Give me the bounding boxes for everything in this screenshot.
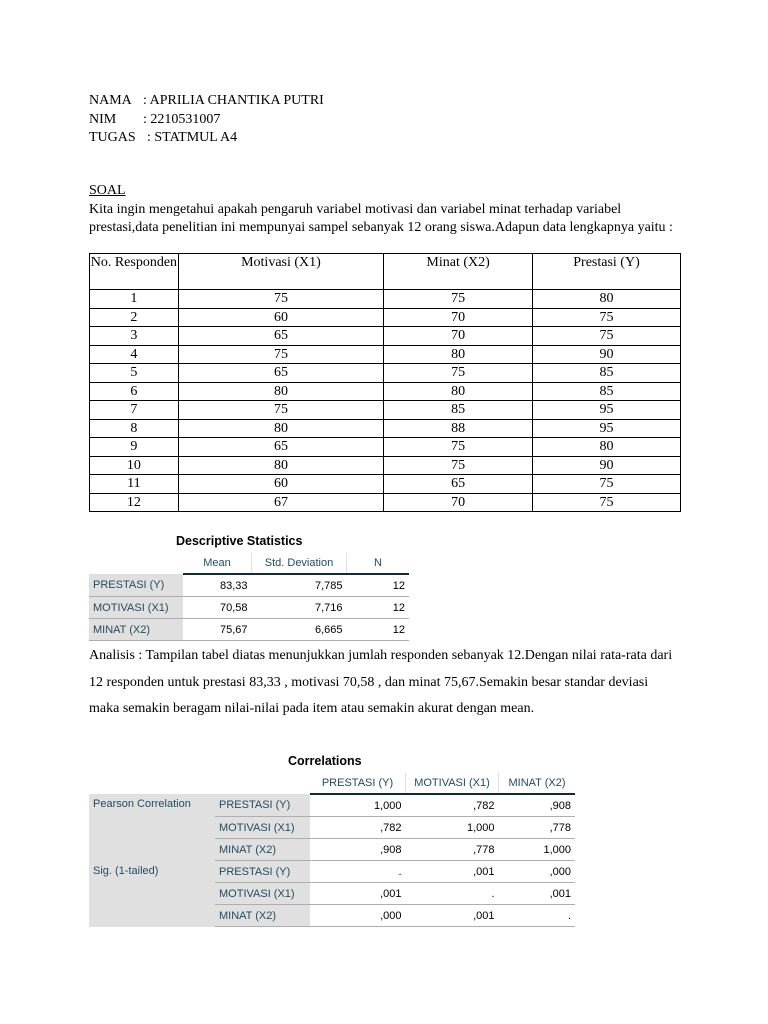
- table-cell: 3: [90, 327, 179, 346]
- table-cell: 60: [178, 308, 383, 327]
- table-cell: 75: [533, 308, 681, 327]
- corr-row-label: MINAT (X2): [215, 905, 310, 927]
- table-cell: 65: [178, 327, 383, 346]
- desc-sd-value: 6,665: [252, 619, 347, 641]
- desc-row: [89, 574, 409, 597]
- table-cell: 67: [178, 493, 383, 512]
- desc-mean-value: 83,33: [183, 574, 252, 597]
- corr-value: ,001: [406, 905, 499, 927]
- corr-group-label: Sig. (1-tailed): [89, 861, 215, 927]
- table-row: [90, 382, 681, 401]
- table-cell: 90: [533, 345, 681, 364]
- corr-value: ,001: [499, 883, 576, 905]
- table-cell: 70: [384, 327, 533, 346]
- desc-row-label: MINAT (X2): [89, 619, 183, 641]
- descriptive-title: Descriptive Statistics: [176, 534, 303, 548]
- table-cell: 1: [90, 290, 179, 309]
- table-cell: 80: [178, 382, 383, 401]
- table-cell: 5: [90, 364, 179, 383]
- table-row: [90, 493, 681, 512]
- corr-row-label: PRESTASI (Y): [215, 794, 310, 817]
- desc-row: [89, 597, 409, 619]
- corr-corner-1: [89, 773, 215, 794]
- corr-row-label: MOTIVASI (X1): [215, 883, 310, 905]
- table-cell: 88: [384, 419, 533, 438]
- desc-mean-value: 70,58: [183, 597, 252, 619]
- table-cell: 95: [533, 419, 681, 438]
- nama-line: [89, 92, 324, 111]
- descriptive-table: [89, 553, 409, 641]
- table-cell: 9: [90, 438, 179, 457]
- corr-value: .: [310, 861, 406, 883]
- table-cell: 75: [384, 456, 533, 475]
- desc-n-value: 12: [347, 574, 410, 597]
- table-cell: 70: [384, 493, 533, 512]
- col-no-responden: No. Responden: [90, 254, 179, 290]
- table-row: [90, 308, 681, 327]
- desc-col-mean: Mean: [183, 553, 252, 574]
- corr-value: 1,000: [310, 794, 406, 817]
- desc-n-value: 12: [347, 619, 410, 641]
- desc-sd-value: 7,716: [252, 597, 347, 619]
- table-cell: 85: [384, 401, 533, 420]
- table-cell: 4: [90, 345, 179, 364]
- desc-row-label: MOTIVASI (X1): [89, 597, 183, 619]
- corr-col-minat: MINAT (X2): [499, 773, 576, 794]
- corr-value: ,000: [310, 905, 406, 927]
- corr-value: ,908: [499, 794, 576, 817]
- table-cell: 6: [90, 382, 179, 401]
- table-cell: 75: [384, 438, 533, 457]
- desc-sd-value: 7,785: [252, 574, 347, 597]
- table-cell: 75: [178, 345, 383, 364]
- table-cell: 80: [384, 345, 533, 364]
- corr-value: 1,000: [499, 839, 576, 861]
- table-row: [90, 290, 681, 309]
- table-cell: 80: [533, 290, 681, 309]
- data-table-header: [90, 254, 681, 290]
- soal-title: SOAL: [89, 183, 126, 198]
- corr-value: ,001: [310, 883, 406, 905]
- corr-value: ,782: [406, 794, 499, 817]
- table-cell: 75: [384, 364, 533, 383]
- table-cell: 60: [178, 475, 383, 494]
- corr-col-prestasi: PRESTASI (Y): [310, 773, 406, 794]
- table-cell: 90: [533, 456, 681, 475]
- col-minat: Minat (X2): [384, 254, 533, 290]
- table-row: [90, 419, 681, 438]
- table-cell: 80: [178, 419, 383, 438]
- correlations-table: [89, 773, 575, 927]
- desc-mean-value: 75,67: [183, 619, 252, 641]
- desc-col-sd: Std. Deviation: [252, 553, 347, 574]
- corr-value: ,778: [406, 839, 499, 861]
- col-motivasi: Motivasi (X1): [178, 254, 383, 290]
- student-info: [89, 92, 324, 148]
- desc-corner: [89, 553, 183, 574]
- soal-section: [89, 182, 681, 238]
- corr-row: [89, 861, 575, 883]
- table-cell: 75: [178, 401, 383, 420]
- table-cell: 2: [90, 308, 179, 327]
- table-cell: 65: [384, 475, 533, 494]
- table-cell: 10: [90, 456, 179, 475]
- nama-label: NAMA: [89, 93, 132, 108]
- corr-value: .: [499, 905, 576, 927]
- nim-line: [89, 111, 324, 130]
- corr-corner-2: [215, 773, 310, 794]
- table-row: [90, 401, 681, 420]
- desc-row: [89, 619, 409, 641]
- table-cell: 80: [178, 456, 383, 475]
- nim-label: NIM: [89, 111, 117, 127]
- table-cell: 7: [90, 401, 179, 420]
- table-cell: 75: [533, 327, 681, 346]
- desc-col-n: N: [347, 553, 410, 574]
- corr-row-label: MINAT (X2): [215, 839, 310, 861]
- table-row: [90, 438, 681, 457]
- corr-row-label: MOTIVASI (X1): [215, 817, 310, 839]
- table-cell: 65: [178, 364, 383, 383]
- table-row: [90, 456, 681, 475]
- table-row: [90, 327, 681, 346]
- table-cell: 85: [533, 382, 681, 401]
- corr-row-label: PRESTASI (Y): [215, 861, 310, 883]
- tugas-value: : STATMUL A4: [147, 130, 238, 145]
- table-row: [90, 364, 681, 383]
- soal-text: Kita ingin mengetahui apakah pengaruh variabel motivasi dan variabel minat terhadap variabel prestasi,data penelitian ini mempunyai sampel sebanyak 12 orang siswa.Adapun data lengkapnya yaitu :: [89, 201, 673, 235]
- nama-value: : APRILIA CHANTIKA PUTRI: [143, 93, 324, 108]
- table-cell: 11: [90, 475, 179, 494]
- desc-n-value: 12: [347, 597, 410, 619]
- table-cell: 12: [90, 493, 179, 512]
- tugas-line: [89, 129, 324, 148]
- correlations-title: Correlations: [288, 754, 362, 768]
- corr-value: ,782: [310, 817, 406, 839]
- corr-value: .: [406, 883, 499, 905]
- analisis-text: Analisis : Tampilan tabel diatas menunjukkan jumlah responden sebanyak 12.Dengan nilai rata-rata dari 12 responden untuk prestasi 83,33 , motivasi 70,58 , dan minat 75,67.Semakin besar standar deviasi maka semakin beragam nilai-nilai pada item atau semakin akurat dengan mean.: [89, 648, 673, 716]
- corr-row: [89, 794, 575, 817]
- corr-col-motivasi: MOTIVASI (X1): [406, 773, 499, 794]
- table-cell: 75: [178, 290, 383, 309]
- corr-value: ,778: [499, 817, 576, 839]
- table-cell: 65: [178, 438, 383, 457]
- table-cell: 85: [533, 364, 681, 383]
- table-cell: 80: [533, 438, 681, 457]
- corr-value: ,001: [406, 861, 499, 883]
- corr-group-label: Pearson Correlation: [89, 794, 215, 861]
- table-cell: 75: [533, 475, 681, 494]
- table-cell: 95: [533, 401, 681, 420]
- table-cell: 8: [90, 419, 179, 438]
- desc-row-label: PRESTASI (Y): [89, 574, 183, 597]
- col-prestasi: Prestasi (Y): [533, 254, 681, 290]
- nim-value: : 2210531007: [143, 111, 221, 127]
- table-cell: 80: [384, 382, 533, 401]
- corr-value: 1,000: [406, 817, 499, 839]
- table-cell: 70: [384, 308, 533, 327]
- table-row: [90, 345, 681, 364]
- data-table: [89, 253, 681, 512]
- tugas-label: TUGAS: [89, 130, 136, 145]
- table-row: [90, 475, 681, 494]
- corr-value: ,908: [310, 839, 406, 861]
- corr-value: ,000: [499, 861, 576, 883]
- table-cell: 75: [384, 290, 533, 309]
- table-cell: 75: [533, 493, 681, 512]
